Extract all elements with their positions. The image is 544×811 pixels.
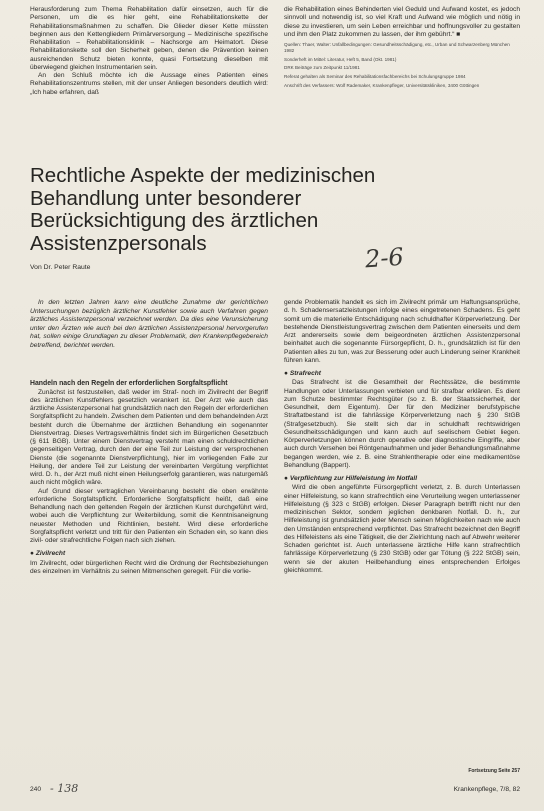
article-abstract: [30, 299, 268, 350]
bullet-heading-text: Zivilrecht: [35, 550, 66, 558]
paragraph: An den Schluß möchte ich die Aussage eines Patienten eines Rehabilitationszentrums stellen, mit der unser Anliegen besonders deutlich wird: „Ich habe erfahren, daß: [30, 72, 268, 96]
section-heading: Handeln nach den Regeln der erforderlichen Sorgfaltspflicht: [30, 380, 228, 387]
bullet-heading-text: Verpflichtung zur Hilfeleistung im Notfall: [289, 475, 418, 482]
handwritten-page-number: - 138: [50, 782, 79, 795]
paragraph: Herausforderung zum Thema Rehabilitation dafür einsetzen, auch für die Personen, um die es hier geht, eine Rehabilitationskette der Rehabilitationsmaßnahmen zu schaffen. Die Glieder dieser Kette müssten beginnen aus den Kettengliedern Primärversorgung – Medizinische spezifische Rehabilitation – Rehabilitationsklinik – Nachsorge am Heimatort. Diese Rehabilitationskette soll den Sicherheit geben, denen die Prävention keinen ausreichenden Schutz bieten konnte, quasi Fortsetzung dieselben mit überwiegend gleichen Instrumentarien sein.: [30, 6, 268, 71]
bullet-heading: ● Strafrecht: [284, 370, 321, 377]
paragraph: Auf Grund dieser vertraglichen Vereinbarung besteht die oben erwähnte erforderliche Sorgfaltspflicht. Erforderliche Sorgfaltspflicht heißt, daß eine Behandlung nach den geltenden Regeln der ärztlichen Kunst durchgeführt wird, wobei auch die Verpflichtung zur Weiterbildung, somit die Kenntnisaneignung neuester Methoden und Richtlinien, besteht. Wird diese erforderliche Sorgfaltspflicht verletzt und tritt für den Patienten ein Schaden ein, so kann dies zivil- oder strafrechtliche Folgen nach sich ziehen.: [30, 487, 268, 544]
handwritten-annotation: 2-6: [364, 242, 405, 274]
previous-article-tail-left: [30, 6, 268, 97]
reference-note: DRK Beiträge zum Zeitpunkt 11/1981: [284, 65, 360, 71]
article-author: Von Dr. Peter Raute: [30, 264, 91, 271]
paragraph: Im Zivilrecht, oder bürgerlichen Recht wird die Ordnung der Rechtsbeziehungen des einzelnen im Verhältnis zu seinen Mitmenschen geregelt. Für die vorlie-: [30, 559, 268, 575]
reference-note: Anschrift des Verfassers: Wolf Rademaker, Krankenpfleger, Universitätskliniken, 3400 Göttingen: [284, 82, 480, 88]
paragraph: Das Strafrecht ist die Gesamtheit der Rechtssätze, die bestimmte Handlungen oder Unterlassungen verbieten und für strafbar erklären. Es dient zum Schutze bestimmter Rechtsgüter (so z. B. der Staatssicherheit, der Gesundheit, dem Eigentum). Der für den Mediziner berufstypische Straftatbestand ist die fahrlässige Körperverletzung nach § 230 StGB (Strafgesetzbuch). Sie stellt sich dar in schuldhaft rechtswidrigen Gesundheitsschädigungen und kann auch auf seelischem Gebiet liegen. Körperverletzungen können durch operative oder diagnostische Eingriffe, aber auch durch Versehen bei Röntgenaufnahmen und jeder Behandlungsmaßnahme begangen werden, wie z. B. eine Strahlentherapie oder eine medikamentöse Behandlung (Bappert).: [284, 379, 520, 469]
article-title: Rechtliche Aspekte der medizinischen Behandlung unter besonderer Berücksichtigung des ärztlichen Assistenzpersonals: [30, 164, 376, 255]
paragraph-text: die Rehabilitation eines Behinderten viel Geduld und Aufwand kostet, es jedoch sinnvoll und notwendig ist, so viel Kraft und Aufwand wie möglich und nötig in diese zu investieren, um sein Leben erreichbar und hoffnungsvoller zu gestalten und ihm den Platz zukommen zu lassen, der ihm gebührt.“: [284, 6, 520, 38]
paragraph: Zunächst ist festzustellen, daß weder im Straf- noch im Zivilrecht der Begriff des ärztlichen Kunstfehlers gesetzlich verankert ist. Der Arzt wie auch das ärztliche Assistenzpersonal hat grundsätzlich nach den Regeln der erforderlichen Sorgfaltspflicht zu handeln. Zwischen dem Patienten und dem behandelnden Arzt besteht durch die Übernahme der ärztlichen Behandlung ein sogenannter Dienstvertrag. Dieses Vertragsverhältnis findet sich im Bürgerlichen Gesetzbuch (§ 611 BGB). Unter einem Dienstvertrag versteht man einen schuldrechtlichen gegenseitigen Vertrag, durch den der eine Teil zur Leistung der versprochenen Dienste (die sogenannte Dienstverpflichtung), hier im vorliegenden Falle zur Heilung, der andere Teil zur Leistung der vereinbarten Vergütung verpflichtet wird. D. h., der Arzt muß nicht einen Heilungserfolg garantieren, was naturgemäß auch nicht möglich wäre.: [30, 388, 268, 487]
continuation-note: Fortsetzung Seite 257: [468, 768, 520, 774]
paragraph: gende Problematik handelt es sich im Zivilrecht primär um Haftungsansprüche, d. h. Schadensersatzleistungen infolge eines eingetretenen Schadens. Es geht somit um die materielle Entschädigung nach schuldhafter Körperverletzung. Der bestehende Dienstleistungsvertrag zwischen dem Patienten einerseits und dem Arzt andererseits sowie dem beigeordneten ärztlichen Assistenzpersonal beinhaltet auch die sogenannte Fürsorgepflicht, D. h., grundsätzlich ist für den Patienten alles zu tun, was zur Besserung oder auch Linderung seiner Krankheit führen kann.: [284, 299, 520, 364]
reference-note: Quellen: Thaer, Walter: Unfallbedingungen: Gesundheitsschädigung, etc., Urban und Schwarzenberg München 1982: [284, 42, 510, 53]
bullet-heading-text: Strafrecht: [289, 370, 321, 377]
paragraph: Wird die oben angeführte Fürsorgepflicht verletzt, z. B. durch Unterlassen einer Hilfeleistung, so kann strafrechtlich eine Verurteilung wegen unterlassener Hilfeleistung (§ 323 c StGB) erfolgen. Dieser Paragraph betrifft nicht nur den medizinischen Sektor, sondern jeglichen denkbaren Notfall. D. h., zur Hilfeleistung ist grundsätzlich jeder Mensch seinen Möglichkeiten nach wie auch den Umständen entsprechend verpflichtet. Das Strafrecht bezeichnet den Begriff des Hilfeleistens als eine Tätigkeit, die der Zielrichtung nach auf Abwehr weiterer Schaden gerichtet ist. Auch unterlassene ärztliche Hilfe kann strafrechtlich fahrlässige Körperverletzung (§ 230 StGB) oder gar Tötung (§ 222 StGB) sein, wenn sie der akuten Heilbehandlung eines entsprechenden Erfolges gleichkommt.: [284, 484, 520, 574]
abstract-text: In den letzten Jahren kann eine deutliche Zunahme der gerichtlichen Untersuchungen bezüglich ärztlicher Kunstfehler sowie auch Verfahren gegen ärztliches Assistenzpersonal verzeichnet werden. Da dies eine Verunsicherung unter den Ärzten wie auch bei den ärztlichen Assistenzpersonal hervorgerufen hat, sollen einige Grundlagen zu dieser Problematik, den Krankenpflegebereich betreffend, berichtet werden.: [30, 299, 268, 349]
reference-note: Sonderheft im Mittel: Literatur, Heft 5, Band (Okt. 1981): [284, 56, 397, 62]
page-number: 240: [30, 786, 42, 793]
bullet-heading: ● Zivilrecht: [30, 550, 66, 558]
journal-reference: Krankenpflege, 7/8, 82: [453, 786, 520, 793]
paragraph: [284, 6, 520, 39]
bullet-heading: ● Verpflichtung zur Hilfeleistung im Notfall: [284, 475, 418, 482]
article-left-column: [30, 380, 268, 576]
end-mark: ■: [456, 30, 461, 38]
previous-article-tail-right: [284, 6, 520, 89]
article-right-column: [284, 299, 520, 575]
reference-note: Referat gehalten als Seminar des Rehabilitationsfachbereichs bei Schulungsgruppe 1984: [284, 74, 466, 80]
